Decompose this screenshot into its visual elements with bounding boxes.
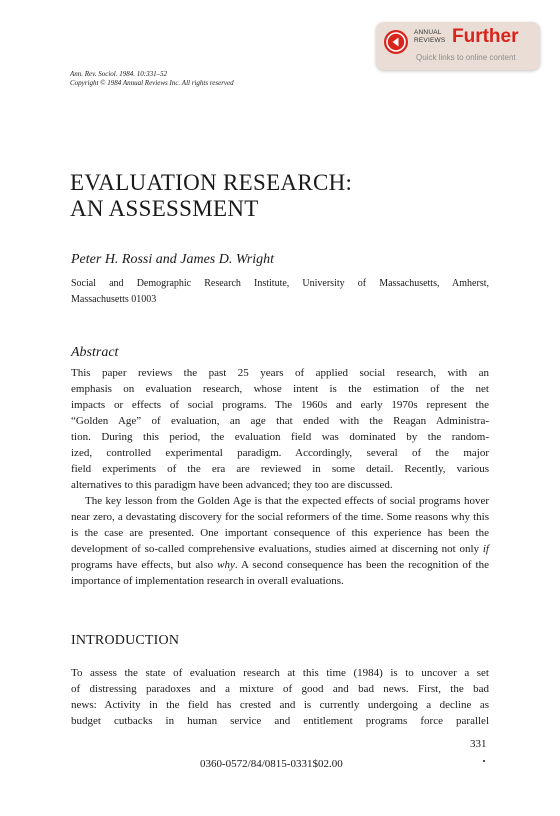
affiliation: Social and Demographic Research Institute, University of Massachusetts, Amherst, Massachusetts 01003 — [71, 278, 489, 305]
emphasis-why: why — [217, 559, 235, 571]
introduction-paragraph: To assess the state of evaluation research at this time (1984) is to uncover a set of distressing paradoxes and a mixture of good and bad news. First, the bad news: Activity in the field has crested and is currently undergoing a decline as budget cutbacks in human service and entitlement programs force parallel — [71, 667, 489, 727]
further-badge[interactable] — [376, 22, 540, 70]
abstract-paragraph-2: The key lesson from the Golden Age is that the expected effects of social programs hover near zero, a devastating discovery for the social reformers of the time. Some reasons why this is the case are presented. One important consequence of this experience has been the development of so-called comprehensive evaluations, studies aimed at discerning not only if programs have effects, but also why. A second consequence has been the recognition of the importance of implementation research in overall evaluations. — [71, 495, 489, 587]
footer-code: 0360-0572/84/0815-0331$02.00 — [200, 758, 343, 770]
introduction-heading: INTRODUCTION — [71, 633, 180, 648]
article-title: EVALUATION RESEARCH: AN ASSESSMENT — [70, 170, 353, 221]
journal-citation — [70, 70, 234, 88]
badge-title: Further — [452, 26, 519, 47]
abstract-heading: Abstract — [71, 345, 119, 360]
abstract-paragraph-1: This paper reviews the past 25 years of applied social research, with an emphasis on evaluation research, whose intent is the estimation of the net impacts or effects of social programs. The 1960s and early 1970s represent the “Golden Age” of evaluation, an age that ended with the Reagan Administra- tion. During this period, the evaluation field was dominated by the random- ized, controlled experimental paradigm. Accordingly, several of the major field experiments of the era are reviewed in some detail. Recently, various alternatives to this paradigm have been advanced; they too are discussed. — [71, 367, 489, 491]
authors: Peter H. Rossi and James D. Wright — [71, 252, 274, 267]
emphasis-if: if — [482, 543, 489, 555]
page-number: 331 — [470, 738, 487, 750]
badge-publisher-label: ANNUAL REVIEWS — [414, 29, 446, 44]
copyright-line: Copyright © 1984 Annual Reviews Inc. All rights reserved — [70, 79, 234, 87]
citation-line: Ann. Rev. Sociol. 1984. 10:331–52 — [70, 70, 168, 78]
badge-subtitle: Quick links to online content — [416, 53, 516, 62]
play-arrow-icon — [384, 30, 408, 54]
page-mark — [483, 760, 485, 762]
